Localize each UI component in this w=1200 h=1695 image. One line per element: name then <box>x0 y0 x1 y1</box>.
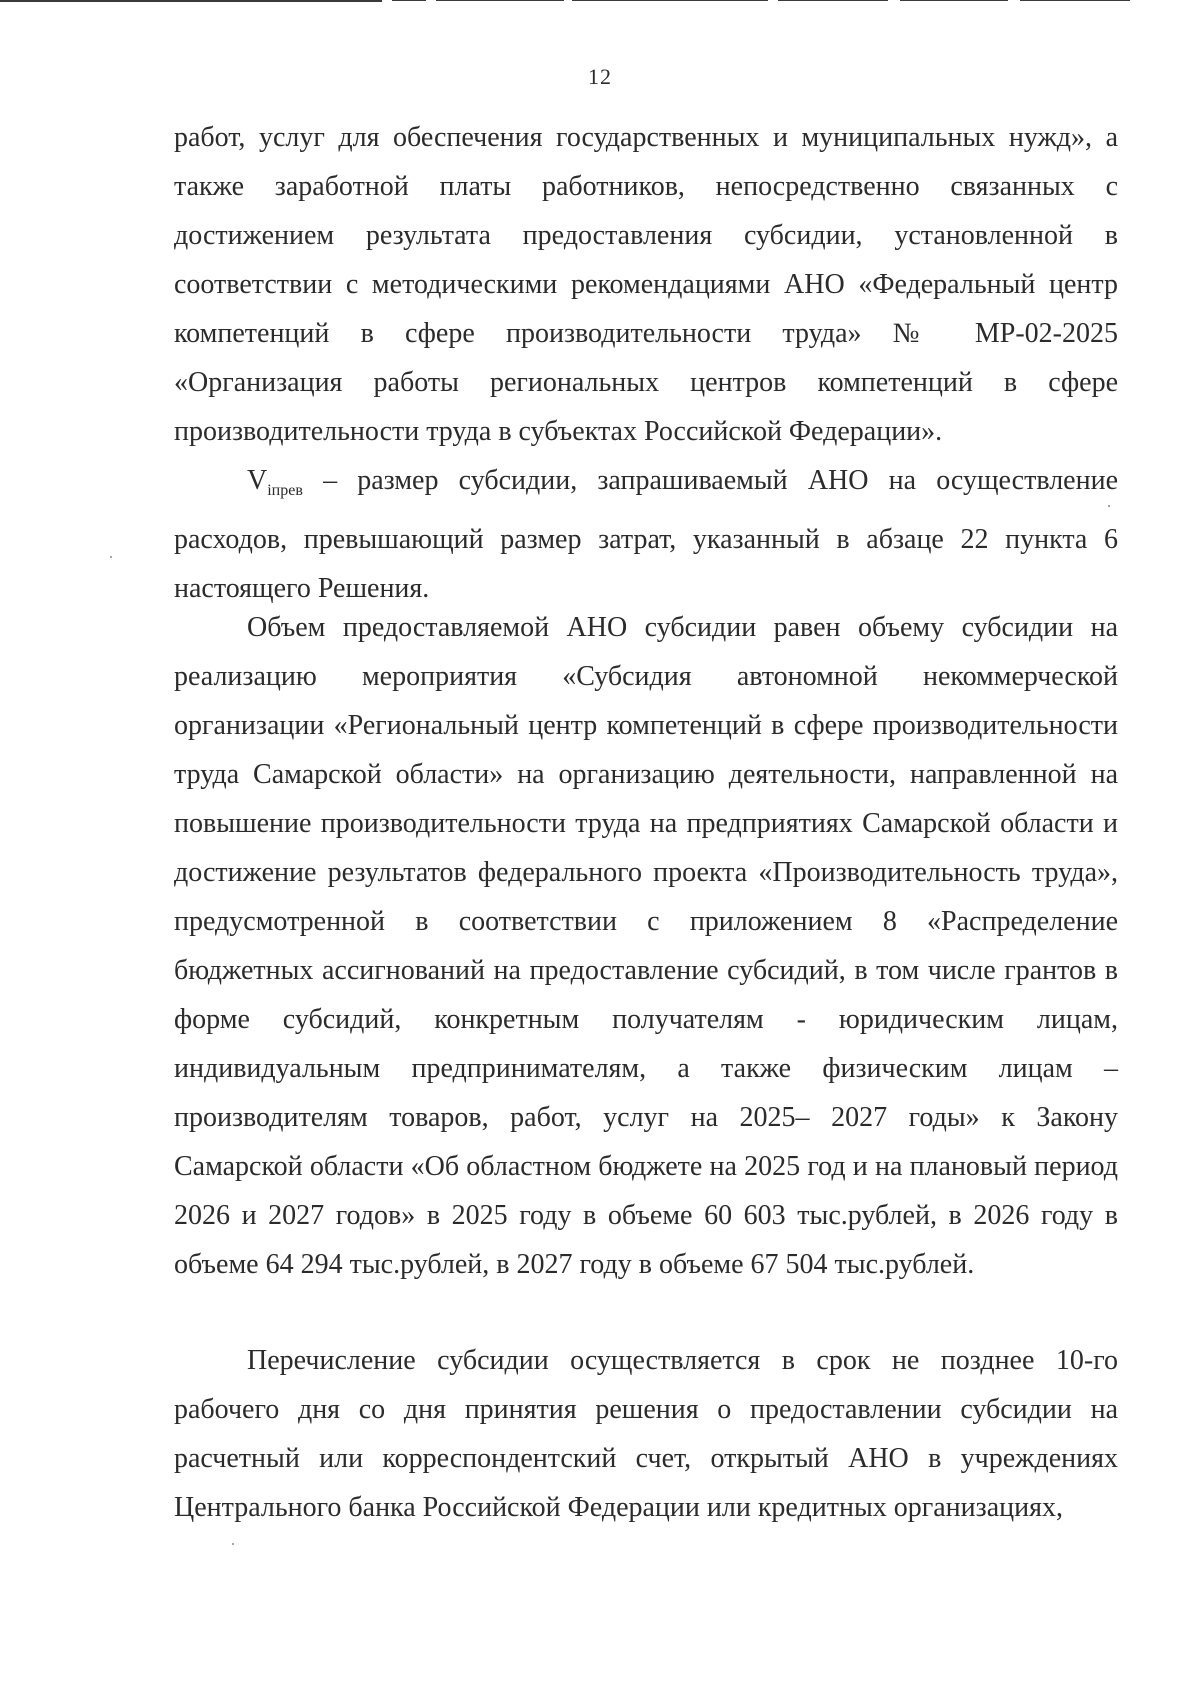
scan-edge-line <box>392 0 426 1</box>
page-number: 12 <box>588 64 612 89</box>
paragraph-continuation: работ, услуг для обеспечения государственных и муниципальных нужд», а также заработной платы работников, непосредственно связанных с достижением результата предоставления субсидии, установленной в соответствии с методическими рекомендациями АНО «Федеральный центр компетенций в сфере производительности труда» № МР-02-2025 «Организация работы региональных центров компетенций в сфере производительности труда в субъектах Российской Федерации». <box>174 122 1118 447</box>
scan-speck <box>232 1543 234 1545</box>
formula-variable <box>247 465 303 499</box>
scan-edge-line <box>778 0 888 1</box>
paragraph-text: Объем предоставляемой АНО субсидии равен объему субсидии на реализацию мероприятия «Субсидия автономной некоммерческой организации «Региональный центр компетенций в сфере производительности труда Самарской области» на организацию деятельности, направленной на повышение производительности труда на предприятиях Самарской области и достижение результатов федерального проекта «Производительность труда», предусмотренной в соответствии с приложением 8 «Распределение бюджетных ассигнований на предоставление субсидий, в том числе грантов в форме субсидий, конкретным получателям - юридическим лицам, индивидуальным предпринимателям, а также физическим лицам – производителям товаров, работ, услуг на 2025– 2027 годы» к Закону Самарской области «Об областном бюджете на 2025 год и на плановый период 2026 и 2027 годов» в 2025 году в объеме 60 603 тыс.рублей, в 2026 году в объеме 64 294 тыс.рублей, в 2027 году в объеме 67 504 тыс.рублей. <box>174 612 1118 1280</box>
scan-edge-line <box>572 0 768 1</box>
variable-description: – размер субсидии, запрашиваемый АНО на осуществление расходов, превышающий размер затрат, указанный в абзаце 22 пункта 6 настоящего Решения. <box>174 465 1118 604</box>
scan-speck <box>1108 505 1110 507</box>
paragraph-text: Перечисление субсидии осуществляется в срок не позднее 10-го рабочего дня со дня принятия решения о предоставлении субсидии на расчетный или корреспондентский счет, открытый АНО в учреждениях Центрального банка Российской Федерации или кредитных организациях, <box>174 1345 1118 1523</box>
scan-edge-line <box>0 0 382 2</box>
paragraph-subsidy-volume <box>174 603 1118 1289</box>
scan-edge-line <box>900 0 1008 1</box>
variable-symbol: V <box>247 465 268 496</box>
scan-speck <box>110 556 112 558</box>
scan-edge-line <box>436 0 564 1</box>
paragraph-variable-definition <box>174 456 1118 613</box>
paragraph-subsidy-transfer <box>174 1336 1118 1532</box>
variable-subscript: іпрев <box>267 482 303 499</box>
scan-edge-line <box>1020 0 1130 1</box>
